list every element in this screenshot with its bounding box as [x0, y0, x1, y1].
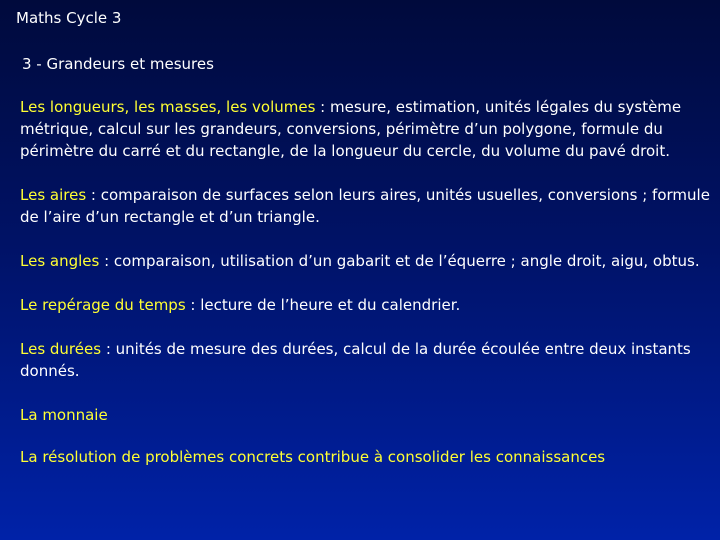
slide-title: Maths Cycle 3: [16, 9, 122, 27]
text-longueurs: : mesure, estimation, unités légales du système métrique, calcul sur les grandeurs, conversions, périmètre d’un polygone, formule du périmètre du carré et du rectangle, de la longueur du cercle, du volume du pavé droit.: [20, 98, 682, 160]
term-longueurs: Les longueurs, les masses, les volumes: [20, 98, 316, 116]
paragraph-temps: [20, 294, 710, 316]
paragraph-monnaie: [20, 404, 710, 426]
paragraph-resolution: [20, 446, 710, 468]
term-temps: Le repérage du temps: [20, 296, 186, 314]
paragraph-longueurs: [20, 96, 710, 162]
term-monnaie: La monnaie: [20, 406, 108, 424]
term-durees: Les durées: [20, 340, 102, 358]
term-resolution: La résolution de problèmes concrets contribue à consolider les connaissances: [20, 448, 606, 466]
text-angles: : comparaison, utilisation d’un gabarit et de l’équerre ; angle droit, aigu, obtus.: [99, 252, 700, 270]
paragraph-aires: [20, 184, 710, 228]
term-aires: Les aires: [20, 186, 87, 204]
paragraph-angles: [20, 250, 710, 272]
text-aires: : comparaison de surfaces selon leurs aires, unités usuelles, conversions ; formule de l’aire d’un rectangle et d’un triangle.: [20, 186, 710, 226]
term-angles: Les angles: [20, 252, 100, 270]
text-temps: : lecture de l’heure et du calendrier.: [185, 296, 461, 314]
paragraph-durees: [20, 338, 710, 382]
slide-subtitle: 3 - Grandeurs et mesures: [22, 55, 214, 73]
text-durees: : unités de mesure des durées, calcul de la durée écoulée entre deux instants donnés.: [20, 340, 691, 380]
slide-content: [20, 96, 710, 490]
